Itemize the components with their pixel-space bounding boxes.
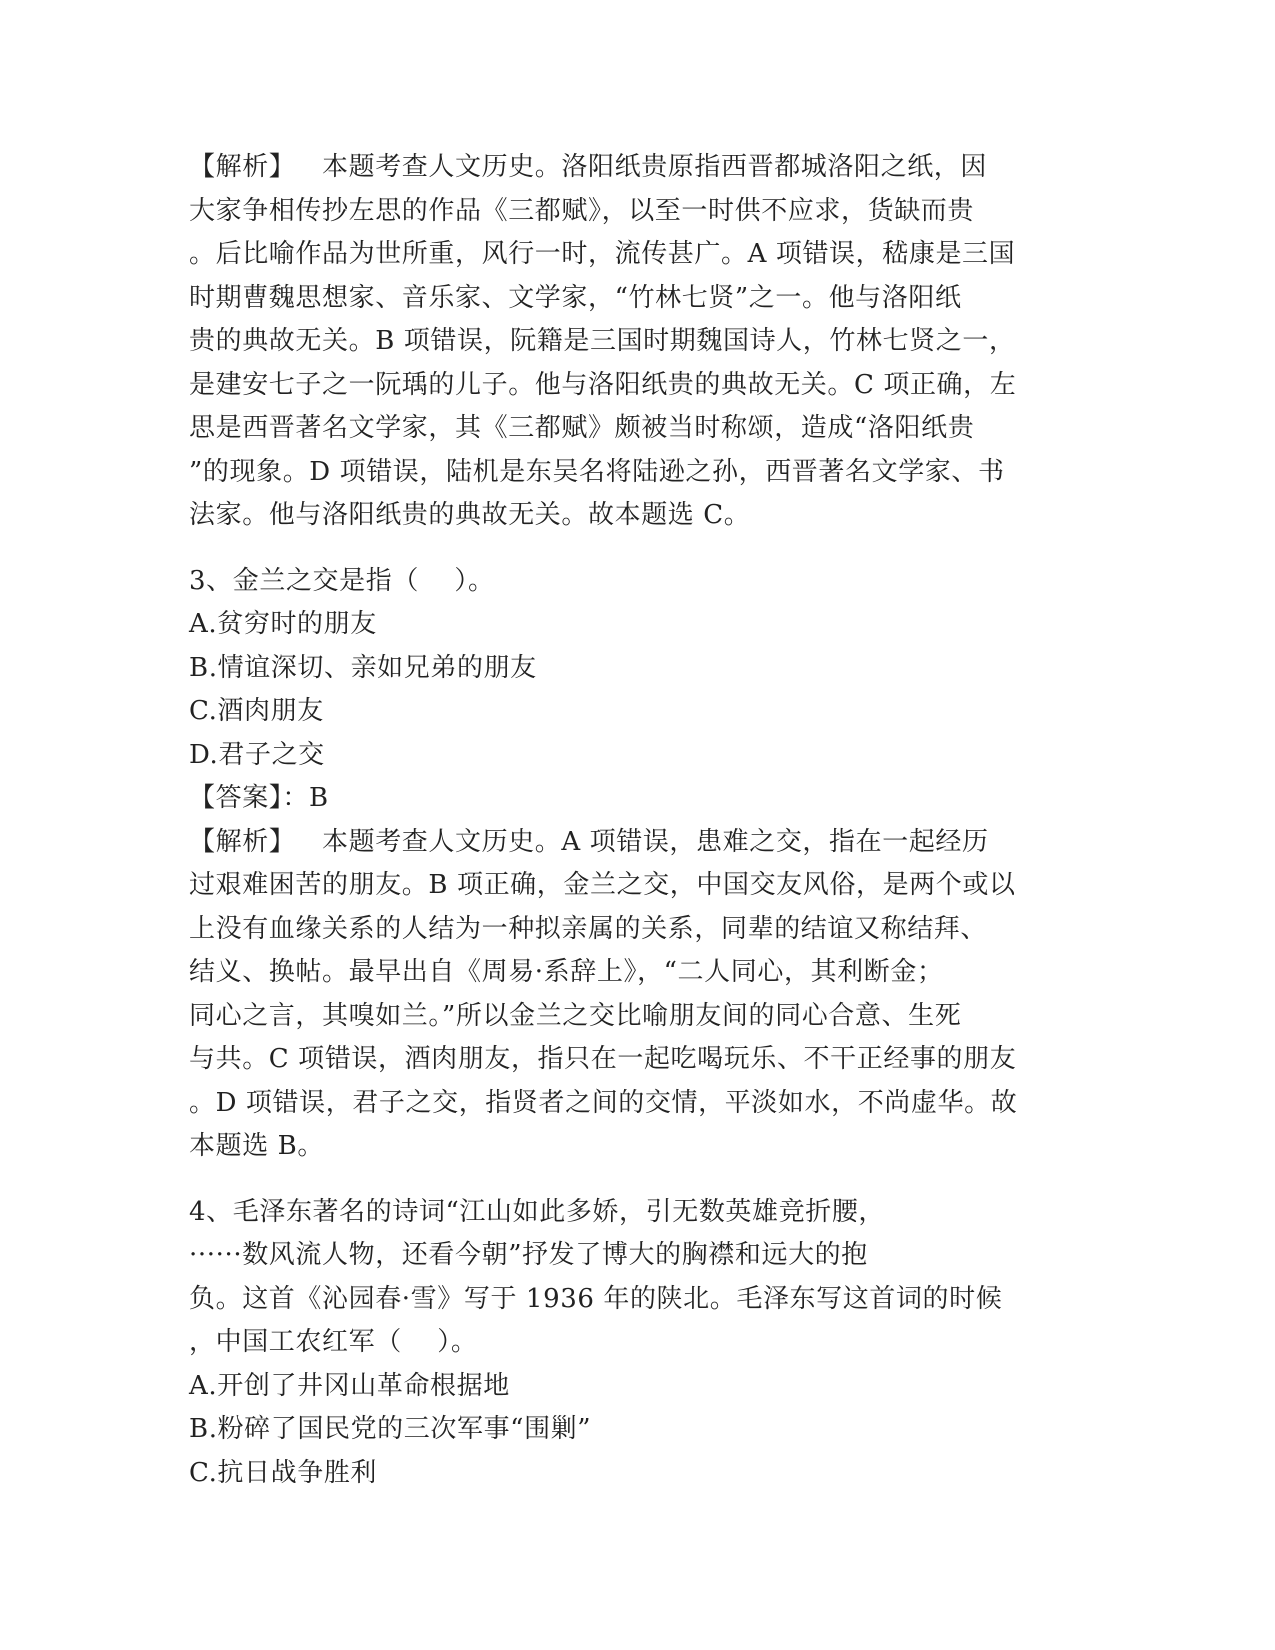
analysis-line: 【解析】 本题考查人文历史。A 项错误，患难之交，指在一起经历 [189,826,989,857]
option-b: B.情谊深切、亲如兄弟的朋友 [189,652,537,683]
analysis-line: 过艰难困苦的朋友。B 项正确，金兰之交，中国交友风俗，是两个或以 [189,870,1016,900]
analysis-line: 贵的典故无关。B 项错误，阮籍是三国时期魏国诗人，竹林七贤之一， [189,326,1016,356]
question-4 [189,1191,1089,1496]
section-gap [189,1169,1089,1191]
question-stem: ······数风流人物，还看今朝”抒发了博大的胸襟和远大的抱 [189,1240,868,1270]
option-d: D.君子之交 [189,739,325,770]
option-c: C.抗日战争胜利 [189,1457,378,1488]
question-stem: 4、毛泽东著名的诗词“江山如此多娇，引无数英雄竞折腰， [189,1196,886,1227]
analysis-line: 时期曹魏思想家、音乐家、文学家，“竹林七贤”之一。他与洛阳纸 [189,282,962,313]
analysis-line: 。D 项错误，君子之交，指贤者之间的交情，平淡如水，不尚虚华。故 [189,1087,1018,1118]
question-stem: 负。这首《沁园春·雪》写于 1936 年的陕北。毛泽东写这首词的时候 [189,1283,1003,1314]
analysis-block-q2 [189,146,1089,538]
option-a: A.贫穷时的朋友 [189,609,377,639]
analysis-line: 结义、换帖。最早出自《周易·系辞上》，“二人同心，其利断金； [189,957,944,987]
answer-line: 【答案】：B [189,783,329,813]
analysis-line: 与共。C 项错误，酒肉朋友，指只在一起吃喝玩乐、不干正经事的朋友 [189,1044,1017,1074]
question-stem: ，中国工农红军（ ）。 [189,1327,478,1357]
analysis-line: 【解析】 本题考查人文历史。洛阳纸贵原指西晋都城洛阳之纸，因 [189,152,987,182]
analysis-line: ”的现象。D 项错误，陆机是东吴名将陆逊之孙，西晋著名文学家、书 [189,456,1005,487]
option-b: B.粉碎了国民党的三次军事“围剿” [189,1414,592,1444]
question-3 [189,560,1089,1169]
analysis-line: 法家。他与洛阳纸贵的典故无关。故本题选 C。 [189,500,751,530]
option-c: C.酒肉朋友 [189,696,324,726]
analysis-line: 同心之言，其嗅如兰。”所以金兰之交比喻朋友间的同心合意、生死 [189,1000,962,1031]
analysis-line: 思是西晋著名文学家，其《三都赋》颇被当时称颂，造成“洛阳纸贵 [189,413,975,443]
section-gap [189,538,1089,560]
analysis-line: 是建安七子之一阮瑀的儿子。他与洛阳纸贵的典故无关。C 项正确，左 [189,369,1017,400]
question-stem: 3、金兰之交是指（ ）。 [189,565,495,596]
option-a: A.开创了井冈山革命根据地 [189,1370,510,1401]
analysis-line: 大家争相传抄左思的作品《三都赋》，以至一时供不应求，货缺而贵 [189,195,975,226]
analysis-line: 本题选 B。 [189,1131,324,1161]
document-page [189,146,1089,1495]
analysis-line: 。后比喻作品为世所重，风行一时，流传甚广。A 项错误，嵇康是三国 [189,239,1016,269]
analysis-line: 上没有血缘关系的人结为一种拟亲属的关系，同辈的结谊又称结拜、 [189,913,988,944]
